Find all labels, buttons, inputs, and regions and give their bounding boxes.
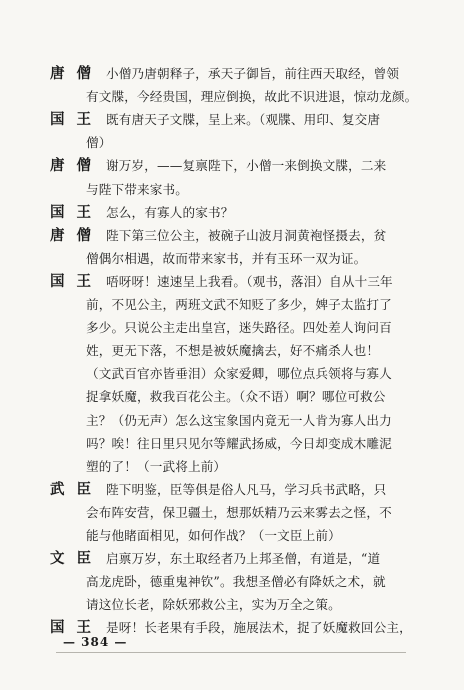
dialogue-line: （文武百官亦皆垂泪）众家爱卿，哪位点兵领将与寡人: [86, 366, 392, 381]
speaker-label: 武臣: [50, 481, 103, 498]
dialogue-line: 请这位长老，除妖邪救公主，实为万全之策。: [86, 597, 341, 612]
dialogue-line: 有文牒，今经贵国，理应倒换，故此不识进退，惊动龙颜。: [86, 89, 418, 104]
dialogue-line: 小僧乃唐朝释子，承天子御旨，前往西天取经，曾领: [106, 66, 400, 81]
speaker-label: 国王: [50, 619, 103, 636]
dialogue-line: 主？（仍无声）怎么这宝象国内竟无一人肯为寡人出力: [86, 413, 392, 428]
dialogue-line: 僧偶尔相遇，故而带来家书，并有玉环一双为证。: [86, 251, 367, 266]
speaker-label: 国王: [50, 111, 103, 128]
dialogue-line: 能与他睹面相见，如何作战？（一文臣上前）: [86, 528, 341, 543]
dialogue-line: 既有唐天子文牒，呈上来。（观牒、用印、复交唐: [106, 112, 381, 127]
dialogue-line: 启禀万岁，东土取经者乃上邦圣僧，有道是，“道: [106, 551, 381, 566]
speaker-label: 唐僧: [50, 227, 103, 244]
speaker-label: 唐僧: [50, 157, 103, 174]
dialogue-line: 陛下第三位公主，被碗子山波月洞黄袍怪摄去，贫: [106, 228, 387, 243]
dialogue-line: 会布阵安营，保卫疆土，想那妖精乃云来雾去之怪，不: [86, 505, 392, 520]
dialogue-line: 吗？唉！往日里只见尔等耀武扬威，今日却变成木雕泥: [86, 436, 392, 451]
dialogue-line: 多少。只说公主走出皇宫，迷失路径。四处差人询问百: [86, 320, 392, 335]
page-number: — 384 —: [63, 635, 128, 649]
dialogue-line: 与陛下带来家书。: [86, 182, 188, 197]
speaker-label: 文臣: [50, 550, 103, 567]
dialogue-line: 陛下明鉴，臣等俱是俗人凡马，学习兵书武略，只: [106, 482, 387, 497]
dialogue-line: 前，不见公主，两班文武不知贬了多少，婢子太监打了: [86, 297, 392, 312]
dialogue-line: 是呀！长老果有手段，施展法术，捉了妖魔救回公主，: [106, 620, 412, 635]
dialogue-line: 捉拿妖魔，救我百花公主。（众不语）啊？哪位可救公: [86, 389, 386, 404]
dialogue-line: 唔呀呀！速速呈上我看。（观书，落泪）自从十三年: [106, 274, 393, 289]
speaker-label: 唐僧: [50, 65, 103, 82]
dialogue-line: 怎么，有寡人的家书？: [106, 205, 234, 220]
dialogue-line: 高龙虎卧，德重鬼神钦”。我想圣僧必有降妖之术，就: [86, 574, 386, 589]
dialogue-line: 谢万岁，——复禀陛下，小僧一来倒换文牒，二来: [106, 158, 387, 173]
dialogue-line: 僧）: [86, 135, 112, 150]
dialogue-line: 塑的了！（一武将上前）: [86, 459, 227, 474]
speaker-label: 国王: [50, 273, 103, 290]
dialogue-line: 姓，更无下落，不想是被妖魔擒去，好不痛杀人也！: [86, 343, 380, 358]
footer-rule: [56, 652, 406, 653]
speaker-label: 国王: [50, 204, 103, 221]
